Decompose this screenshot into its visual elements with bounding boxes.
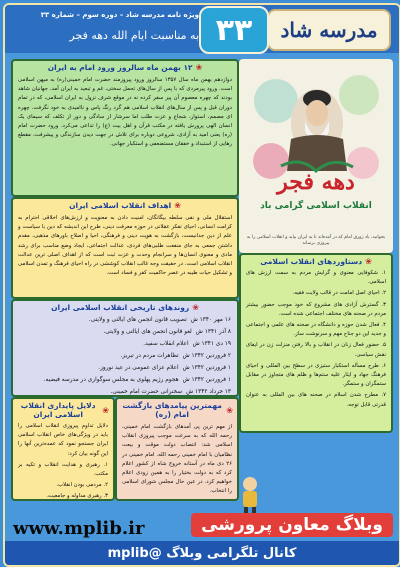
telegram-channel-banner[interactable]: کانال تلگرامی وبلاگ @mplib xyxy=(5,541,399,565)
timeline-event: سخنرانی حضرت امام خمینی. xyxy=(110,389,183,395)
section-body: از مهم ترین پی آمدهای بازگشت امام خمینی، رحمه الله که به سرعت موجب پیروزی انقلاب اسلامی شد: انتصاب دولت موقت و بیعت نظامیان با امام خمینی رحمه الله. امام خمینی در ۲۶ دی ماه در آستانه خروج شاه از کشور اعلام کرد که به دولت بختیار را به همین زودی اعلام خواهیم کرد. در عین حال مجلس شورای اسلامی را انتخاب. xyxy=(122,424,232,495)
section-title: ۱۲ بهمن ماه سالروز ورود امام به ایران xyxy=(47,63,193,72)
poster-illustration xyxy=(241,61,391,251)
star-icon: ❀ xyxy=(102,405,109,415)
section-body: استقلال ملی و نفی سلطه بیگانگان، امنیت دادن به معنویت و ارزش‌های اخلاقی احترام به کرامت انسانی، احیای تفکر عقلانی در حوزه معرفت دینی، طرح این اندیشه که دین با سیاست و علم از دین جدانیست، بازگشت به هویت دینی و فرهنگی، احیا و اصلاح باورهای مذهبی، مقدم داشتن جمعی به جای منفعت طلبی‌های فردی، عدالت اجتماعی، ایجاد وضع مناسب برای رشد مادی و معنوی انسان‌ها و سرانجام وحدت و عزت ثبت است که از اهداف اصلی ترین عدالت انقلاب اسلامی است. در حقیقت وجه غالب انقلاب کوششی در راه احیای فرهنگ و تمدن اسلامی و تشکیل حیات طیبه در عصر حاکمیت کفر و فساد است. xyxy=(18,215,232,277)
section-title: دلایل پایداری انقلاب اسلامی ایران xyxy=(20,401,96,419)
header-bar xyxy=(5,5,399,53)
footer xyxy=(5,493,399,565)
site-url-link[interactable]: www.mplib.ir xyxy=(13,518,145,539)
star-icon: ❀ xyxy=(195,63,203,72)
poster-image xyxy=(239,59,393,253)
list-item: ۷. مطرح شدن اسلام در صحنه های بین المللی به عنوان قدرتی قابل توجه. xyxy=(246,392,386,408)
timeline-row xyxy=(13,362,237,374)
timeline-date: ۱ فروردین ۱۳۴۲ ش xyxy=(182,377,231,383)
list-item: ۵. حضور فعال زنان در انقلاب و بالا رفتن منزلت زن در ایفای نقش سیاسی. xyxy=(246,342,386,358)
timeline-date: ۲ فروردین ۱۳۴۲ ش xyxy=(182,353,231,359)
section-body: دوازدهم بهمن ماه سال ۱۳۵۷ سالروز ورود پیروزمند حضرت امام خمینی(ره) به میهن اسلامی است. ورود پیرمردی که با پس از سال‌های تحمل سختی، غم و تبعید به ایران آمد. جهانیان شاهد بودند که چهره معصوم آن پیر سفر کرده نه در موقع شرف نزول به ایران اسلامی، که در تمام دوران قبل و پس از سال‌های انقلاب اسلامی هم گرد رنگ پاس و ناامیدی به خود نگرفت. چهره ای مصمم، استوار، شجاع و عزت طلب اما سرشار از سادگی و دور از تکلف که سیمای یک انسان الهی پرورش یافته در مکتب قرآن و اهل بیت (ع) را تداعی می‌کرد. ورود حضرت امام (ره) یعنی امید به آزادی، شروعی دوباره برای تلاش در جهت دیدن سازندگی و پیشرفت، مقطع رهایی از استبداد و خفقان مستضعفی و استکبار جهانی. xyxy=(18,77,232,148)
timeline-row xyxy=(13,338,237,350)
section-title: مهمترین پیامدهای بازگشت امام (ره) xyxy=(122,401,222,419)
list-item: ۲. احیای اصل امامت در قالب ولایت فقیه. xyxy=(292,290,386,297)
section-achievements xyxy=(239,253,393,433)
list-item: ۱. شکوفایی معنوی و گرایش مردم به سمت ارزش های اسلامی. xyxy=(246,270,386,286)
timeline-event: هجوم رژیم پهلوی به مجلس سوگواری در مدرسه فیضیه. xyxy=(43,377,179,383)
section-title: اهداف انقلاب اسلامی ایران xyxy=(69,201,172,210)
issue-number-badge: ۳۳ xyxy=(199,6,269,54)
list-item: ۱. رهبری و هدایت انقلاب و تکیه بر مکتب. xyxy=(18,461,108,478)
header-occasion: به مناسبت ایام الله دهه فجر xyxy=(69,29,199,42)
timeline-date: ۱ فروردین ۱۳۴۲ ش xyxy=(182,365,231,371)
section-heading xyxy=(13,199,237,212)
header-subtitle: ویژه نامه مدرسه شاد – دوره سوم – شماره ۳۳ xyxy=(40,11,199,19)
section-title: روندهای تاریخی انقلاب اسلامی ایران xyxy=(51,303,190,312)
section-heading xyxy=(13,61,237,74)
timeline-row xyxy=(13,374,237,386)
blog-name-banner: وبلاگ معاون پرورشی xyxy=(191,513,393,537)
section-heading xyxy=(117,399,237,421)
list-item: ۶. طرح مسأله استکبار ستیزی در سطح بین المللی و احیای فرهنگ جهاد و ایثار علیه ستم‌ها و ظلم های متجاوز در مقابل ستمگران و ستمگر. xyxy=(246,362,386,388)
poster-caption: بخوانید، باد زورق امام که در آمده‌اند تا به ایران بیاید و انقلاب اسلامی را به پیروزی برساند xyxy=(246,235,386,246)
timeline-date: ۱۶ مهر ۱۳۴۰ ش xyxy=(190,317,231,323)
magazine-page xyxy=(3,3,400,567)
section-heading xyxy=(241,255,391,268)
timeline-event: اعلام عزای عمومی در عید نوروز. xyxy=(98,365,179,371)
list-item: ۳. گسترش آزادی های مشروع که خود موجب حضور بیشتر مردم در صحنه های مختلف اجتماعی شده است. xyxy=(246,301,386,317)
star-icon: ❀ xyxy=(192,303,199,312)
timeline-row xyxy=(13,386,237,397)
star-icon: ❀ xyxy=(365,257,372,266)
timeline-row xyxy=(13,314,237,326)
star-icon: ❀ xyxy=(226,405,233,415)
section-title: دستاوردهای انقلاب اسلامی xyxy=(260,257,363,266)
section-heading xyxy=(13,301,237,314)
achievements-list xyxy=(241,268,391,411)
section-imam-return-outcomes xyxy=(115,397,239,501)
timeline-event: تصویب قانون انجمن های ایالتی و ولایتی. xyxy=(88,317,187,323)
timeline-date: ۱۳ خرداد ۱۳۴۲ ش xyxy=(186,389,231,395)
timeline-row xyxy=(13,350,237,362)
section-heading xyxy=(13,399,113,421)
timeline-row xyxy=(13,326,237,338)
poster-calligraphy-title: دهه فجر xyxy=(277,169,355,195)
timeline-date: ۱۹ دی ۱۳۴۱ ش xyxy=(192,341,231,347)
section-intro: دلایل تداوم پیروزی انقلاب اسلامی را باید در ویژگی‌های خاص انقلاب اسلامی ایران جستجو نمود که عمده‌ترین آنها را این گونه بیان کرد: xyxy=(18,423,108,457)
section-reasons xyxy=(11,397,115,501)
section-historical-timeline xyxy=(11,299,239,397)
magazine-title: مدرسه شاد xyxy=(267,9,391,51)
section-revolution-goals xyxy=(11,197,239,299)
section-return-of-imam xyxy=(11,59,239,197)
star-icon: ❀ xyxy=(174,201,181,210)
list-item: ۳. رهبری مداوله و جامعیت. xyxy=(46,493,108,500)
list-item: ۲. مردمی بودن انقلاب. xyxy=(56,482,108,489)
list-item: ۴. فعال شدن حوزه و دانشگاه در صحنه های علمی و اجتماعی و جدید این دو جناح مهم و سرنوشت ساز. xyxy=(246,322,386,338)
poster-calligraphy-sub: انقلاب اسلامی گرامی باد xyxy=(260,201,372,211)
timeline-date: ۸ آذر ۱۳۴۱ ش xyxy=(195,329,231,335)
timeline-event: تظاهرات مردم در تبریز. xyxy=(120,353,179,359)
timeline-list xyxy=(13,314,237,397)
timeline-event: لغو قانون انجمن های ایالتی و ولایتی. xyxy=(103,329,192,335)
timeline-event: اعلام انقلاب سفید. xyxy=(143,341,189,347)
